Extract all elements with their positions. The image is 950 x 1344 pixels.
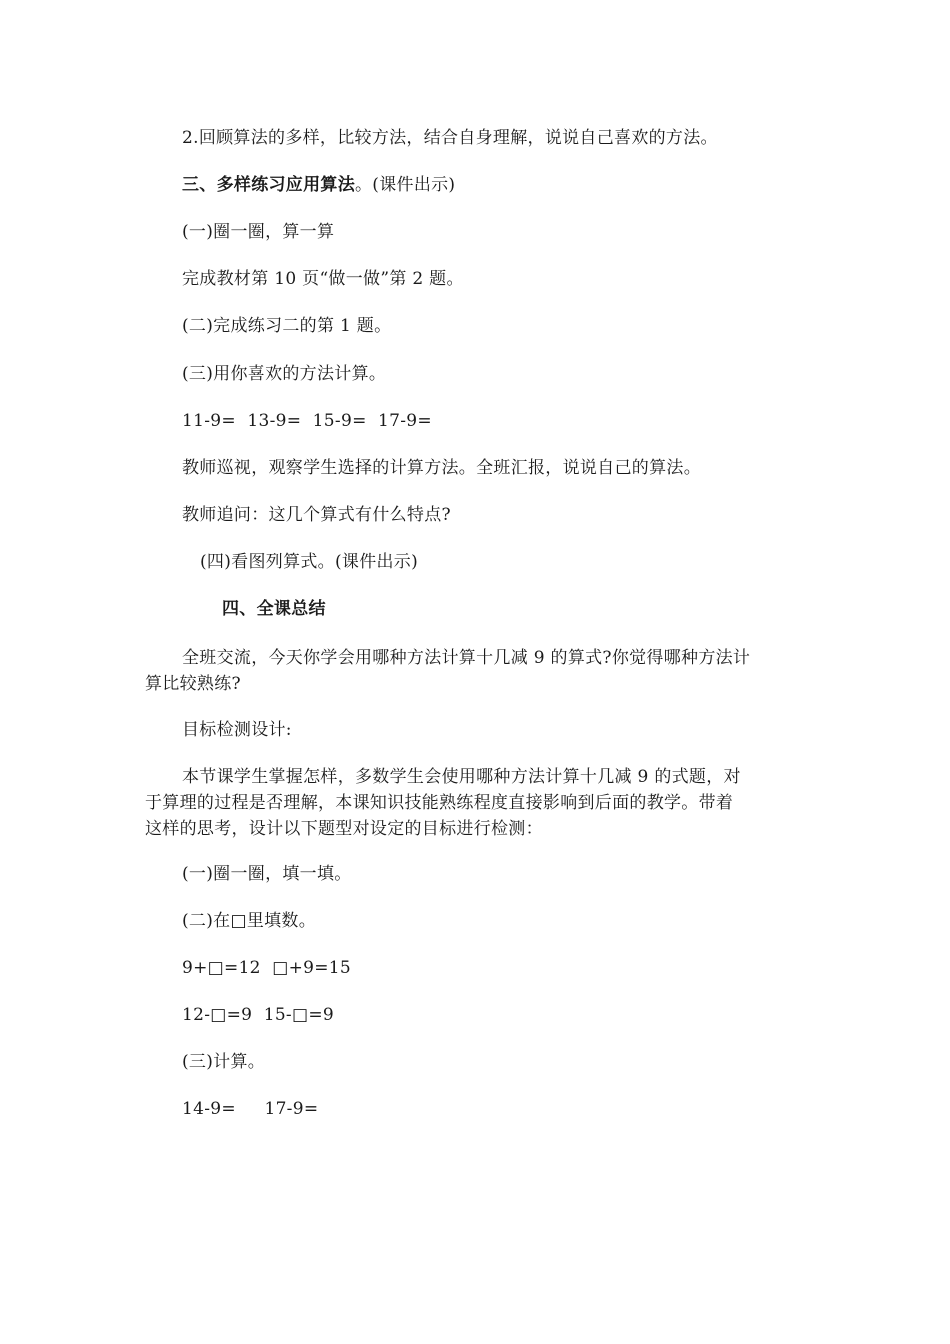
section-4-heading: 四、全课总结: [222, 599, 326, 619]
assessment-2-heading: (二)在□里填数。: [182, 911, 317, 931]
summary-paragraph: [145, 645, 805, 697]
teacher-question: 教师追问：这几个算式有什么特点?: [182, 505, 451, 525]
exercise-4-heading: (四)看图列算式。(课件出示): [200, 552, 419, 572]
assessment-line-2: 于算理的过程是否理解，本课知识技能熟练程度直接影响到后面的教学。带着: [145, 793, 734, 813]
exercise-2-heading: (二)完成练习二的第 1 题。: [182, 316, 392, 336]
section-3-note: 。(课件出示): [355, 175, 456, 195]
assessment-line-3: 这样的思考，设计以下题型对设定的目标进行检测：: [145, 819, 543, 839]
summary-line-2: 算比较熟练?: [145, 674, 241, 694]
section-3-heading: [182, 172, 455, 198]
assessment-3-heading: (三)计算。: [182, 1052, 266, 1072]
assessment-2-equations-a: 9+□=12 □+9=15: [182, 958, 352, 978]
assessment-heading: 目标检测设计:: [182, 720, 292, 740]
exercise-3-equations: 11-9= 13-9= 15-9= 17-9=: [182, 411, 432, 431]
step-2-reflection: 2.回顾算法的多样，比较方法，结合自身理解，说说自己喜欢的方法。: [182, 128, 718, 148]
assessment-2-equations-b: 12-□=9 15-□=9: [182, 1005, 335, 1025]
summary-line-1: 全班交流，今天你学会用哪种方法计算十几减 9 的算式?你觉得哪种方法计: [182, 648, 751, 668]
assessment-paragraph: [145, 764, 805, 842]
assessment-3-equations: 14-9= 17-9=: [182, 1099, 319, 1119]
section-3-title: 三、多样练习应用算法: [182, 175, 355, 195]
assessment-1-heading: (一)圈一圈，填一填。: [182, 864, 352, 884]
assessment-line-1: 本节课学生掌握怎样，多数学生会使用哪种方法计算十几减 9 的式题，对: [182, 767, 741, 787]
teacher-observation: 教师巡视，观察学生选择的计算方法。全班汇报，说说自己的算法。: [182, 458, 701, 478]
exercise-3-heading: (三)用你喜欢的方法计算。: [182, 364, 387, 384]
exercise-1-detail: 完成教材第 10 页“做一做”第 2 题。: [182, 269, 464, 289]
exercise-1-heading: (一)圈一圈，算一算: [182, 222, 335, 242]
